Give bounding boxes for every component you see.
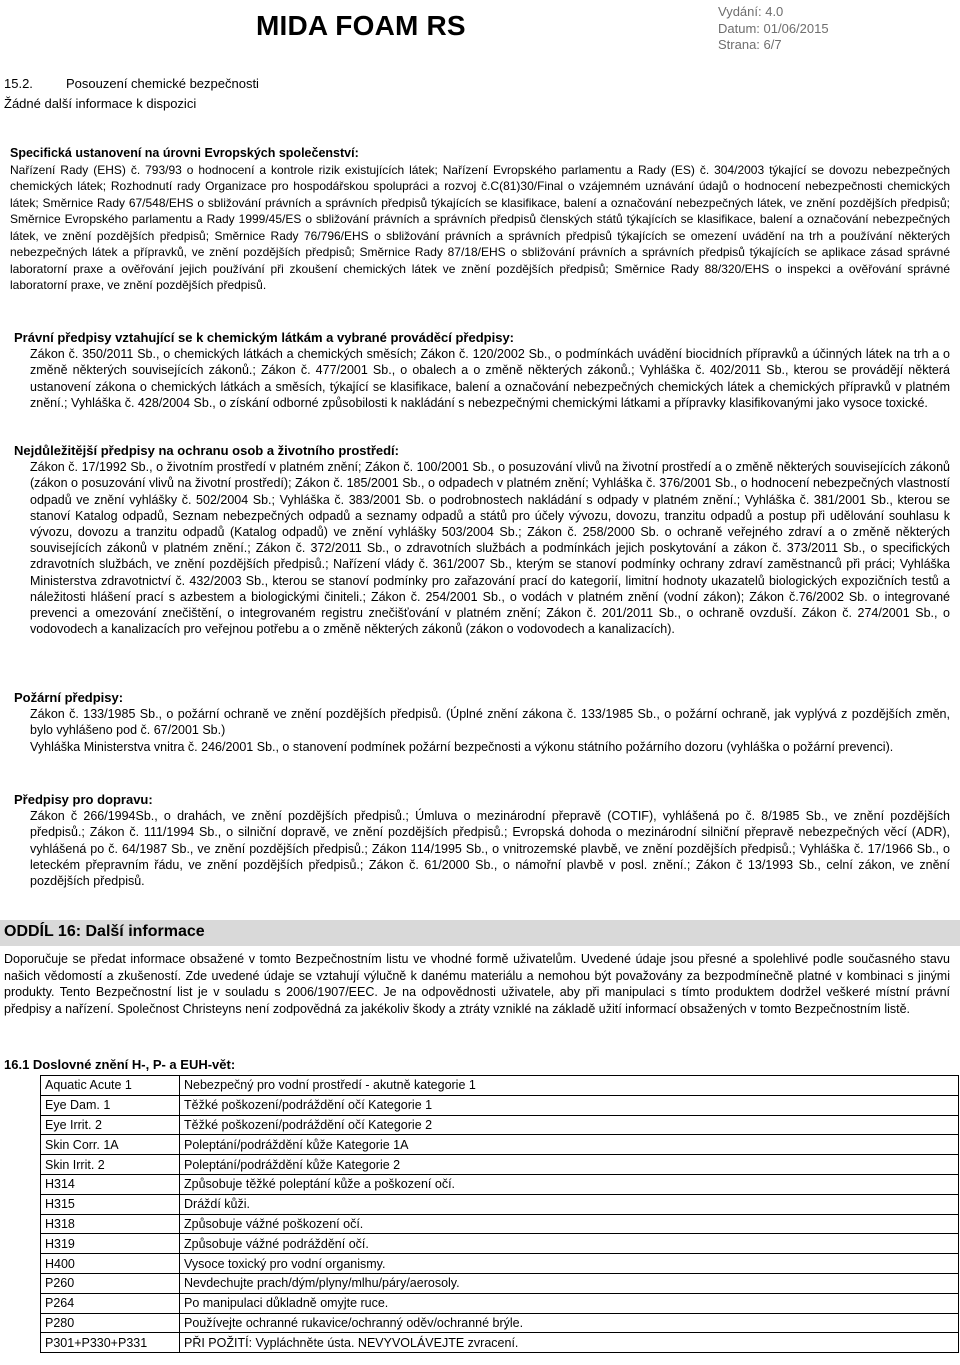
document-meta: [718, 4, 829, 54]
hazard-code: Skin Corr. 1A: [41, 1135, 180, 1155]
hazard-code: H318: [41, 1214, 180, 1234]
fire-legislation-text-2: Vyhláška Ministerstva vnitra č. 246/2001 Sb., o stanovení podmínek požární bezpečnosti a výkonu státního požárního dozoru (vyhláška o požární prevenci).: [30, 739, 894, 754]
hazard-phrase: Dráždí kůži.: [180, 1194, 959, 1214]
fire-legislation-text-1: Zákon č. 133/1985 Sb., o požární ochraně ve znění pozdějších předpisů. (Úplné znění zákona č. 133/1985 Sb., o požární ochraně, jak vyplývá z pozdějších změn, bylo vyhlášeno pod č. 67/2001 Sb.): [30, 707, 950, 738]
eu-regulations: [10, 145, 950, 294]
section-16-banner: [0, 920, 960, 946]
section-16-1-title: 16.1 Doslovné znění H-, P- a EUH-vět:: [4, 1057, 236, 1072]
chemical-legislation-text: Zákon č. 350/2011 Sb., o chemických látkách a chemických směsích; Zákon č. 120/2002 Sb., o podmínkách uvádění biocidních přípravků a účinných látek na trh a o změně některých souvisejících zákonů.; Zákon č. 477/2001 Sb., o obalech a o změně některých zákonů.; Vyhláška č. 402/2011 Sb., kterou se provádějí některá ustanovení zákona o chemických látkách a směsích, týkající se klasifikace, balení a označování nebezpečných chemických látek a chemických přípravků v platném znění.; Vyhláška č. 428/2004 Sb., o získání odborné způsobilosti k nakládání s nebezpečnými chemickými látkami a přípravky klasifikovanými jako vysoce toxické.: [30, 347, 950, 410]
hazard-code: Eye Dam. 1: [41, 1095, 180, 1115]
hazard-phrase: Způsobuje vážné poškození očí.: [180, 1214, 959, 1234]
hazard-phrase: PŘI POŽITÍ: Vypláchněte ústa. NEVYVOLÁVEJTE zvracení.: [180, 1333, 959, 1353]
section-15-2-heading: [4, 74, 259, 94]
section-15-2: [4, 74, 259, 114]
environment-legislation-heading: Nejdůležitější předpisy na ochranu osob a životního prostředí:: [14, 443, 399, 458]
chemical-legislation-heading: Právní předpisy vztahující se k chemickým látkám a vybrané prováděcí předpisy:: [14, 330, 514, 345]
transport-legislation-heading: Předpisy pro dopravu:: [14, 792, 153, 807]
section-16-text: Doporučuje se předat informace obsažené v tomto Bezpečnostním listu ve vhodné formě uživatelům. Uvedené údaje jsou přesné a spolehlivé podle současného stavu našich vědomostí a zkušeností. Zde uvedené údaje se vztahují výlučně k danému materiálu a nemohou být považovány za bezpodmínečně platné v kombinaci s jinými produkty. Tento Bezpečnostní list je v souladu s 2006/1907/EEC. Je na odpovědnosti uživatele, aby při manipulaci s tímto produktem dodržel veškeré místní právní předpisy a nařízení. Společnost Christeyns není zodpovědná za jakékoliv škody a ztráty vzniklé na základě užití informací obsažených v tomto Bezpečnostním listě.: [4, 952, 950, 1016]
hazard-code: P264: [41, 1293, 180, 1313]
fire-legislation-heading: Požární předpisy:: [14, 690, 124, 705]
transport-legislation: [14, 792, 950, 889]
chemical-legislation: [14, 330, 950, 411]
issue-date: Datum: 01/06/2015: [718, 20, 829, 36]
eu-regulations-heading: Specifická ustanovení na úrovni Evropských společenství:: [10, 146, 359, 160]
section-15-2-number: 15.2.: [4, 76, 33, 91]
table-row: [41, 1333, 959, 1353]
hazard-phrase: Poleptání/podráždění kůže Kategorie 2: [180, 1155, 959, 1175]
table-row: [41, 1135, 959, 1155]
hazard-phrase: Způsobuje vážné podráždění očí.: [180, 1234, 959, 1254]
hazard-phrase: Vysoce toxický pro vodní organismy.: [180, 1254, 959, 1274]
hazard-code: H400: [41, 1254, 180, 1274]
table-row: [41, 1313, 959, 1333]
eu-regulations-text: Nařízení Rady (EHS) č. 793/93 o hodnocení a kontrole rizik existujících látek; Nařízení Evropského parlamentu a Rady (ES) č. 304/2003 týkající se dovozu nebezpečných chemických látek; Rozhodnutí rady Organizace pro hospodářskou spolupráci a rozvoj č.C(81)30/Final o vzájemném uznávání údajů o hodnocení nebezpečnosti chemických látek; Směrnice Rady 67/548/EHS o sbližování právních a správních předpisů týkajících se klasifikace, balení a označování nebezpečných látek, ve znění pozdějších předpisů; Směrnice Evropského parlamentu a Rady 1999/45/ES o sbližování právních a správních předpisů členských států týkajících se klasifikace, balení a označování nebezpečných látek, ve znění pozdějších předpisů; Směrnice Rady 76/796/EHS o sbližování právních a správních předpisů týkajících se omezení uvádění na trh a používání některých nebezpečných látek a přípravků, ve znění pozdějších předpisů; Směrnice Rady 87/18/EHS o sbližování právních a správních předpisů týkajících se aplikace zásad správné laboratorní praxe a ověřování jejich používání při zkoušení chemických látek ve znění pozdějších předpisů; Směrnice Rady 88/320/EHS o inspekci a ověřování správné laboratorní praxe, ve znění pozdějších předpisů.: [10, 162, 950, 292]
hazard-code: P260: [41, 1273, 180, 1293]
environment-legislation: [14, 443, 950, 637]
issue-number: Vydání: 4.0: [718, 4, 784, 19]
table-row: [41, 1254, 959, 1274]
hazard-phrases-body: [41, 1076, 959, 1353]
hazard-phrase: Způsobuje těžké poleptání kůže a poškození očí.: [180, 1174, 959, 1194]
hazard-phrase: Používejte ochranné rukavice/ochranný oděv/ochranné brýle.: [180, 1313, 959, 1333]
hazard-phrase: Nevdechujte prach/dým/plyny/mlhu/páry/aerosoly.: [180, 1273, 959, 1293]
hazard-code: H319: [41, 1234, 180, 1254]
table-row: [41, 1095, 959, 1115]
hazard-phrase: Poleptání/podráždění kůže Kategorie 1A: [180, 1135, 959, 1155]
table-row: [41, 1194, 959, 1214]
hazard-phrases-table: [40, 1075, 959, 1353]
page-header: [0, 0, 960, 60]
product-name: MIDA FOAM RS: [256, 10, 466, 41]
section-15-2-title: Posouzení chemické bezpečnosti: [66, 76, 259, 91]
hazard-code: H315: [41, 1194, 180, 1214]
hazard-phrase: Těžké poškození/podráždění očí Kategorie 2: [180, 1115, 959, 1135]
section-15-2-note: Žádné další informace k dispozici: [4, 96, 197, 111]
transport-legislation-text: Zákon č 266/1994Sb., o drahách, ve znění pozdějších předpisů.; Úmluva o mezinárodní přepravě (COTIF), vyhlášená po č. 8/1985 Sb., ve znění pozdějších předpisů.; Zákon č. 111/1994 Sb., o silniční dopravě, ve znění pozdějších předpisů.; Evropská dohoda o mezinárodní silniční přepravě nebezpečných věcí (ADR), vyhlášená po č. 64/1987 Sb., ve znění pozdějších předpisů.; Zákon 114/1995 Sb., o vnitrozemské plavbě, ve znění pozdějších předpisů.; Vyhláška č. 17/1966 Sb., o leteckém přepravním řádu, ve znění pozdějších předpisů.; Zákon č. 61/2000 Sb., o námořní plavbě v posl. znění.; Zákon č 13/1993 Sb., celní zákon, ve znění pozdějších předpisů.: [30, 809, 950, 889]
hazard-code: Eye Irrit. 2: [41, 1115, 180, 1135]
section-16-title: ODDÍL 16: Další informace: [4, 923, 205, 940]
table-row: [41, 1155, 959, 1175]
table-row: [41, 1115, 959, 1135]
environment-legislation-text: Zákon č. 17/1992 Sb., o životním prostředí v platném znění; Zákon č. 100/2001 Sb., o posuzování vlivů na životní prostředí a o změně některých souvisejících zákonů (zákon o posuzování vlivů na životní prostředí); Zákon č. 185/2001 Sb., o odpadech v platném znění; Vyhláška č. 376/2001 Sb., o hodnocení nebezpečných vlastností odpadů ve znění vyhlášky č. 502/2004 Sb.; Vyhláška č. 383/2001 Sb. o podrobnostech nakládání s odpady v platném znění.; Vyhláška č. 381/2001 Sb., kterou se stanoví Katalog odpadů, Seznam nebezpečných odpadů a seznamy odpadů a států pro účely vývozu, dovozu, tranzitu odpadů a postup při udělování souhlasu k vývozu, dovozu a tranzitu odpadů (Katalog odpadů) ve znění vyhlášky 503/2004 Sb.; Zákon č. 258/2000 Sb. o ochraně veřejného zdraví a o změně některých souvisejících zákonů v platném znění.; Zákon č. 372/2011 Sb., o zdravotních službách a podmínkách jejich poskytování a zákon č. 373/2011 Sb., o specifických zdravotních službách, ve znění pozdějších předpisů.; Nařízení vlády č. 361/2007 Sb., kterým se stanoví podmínky ochrany zdraví zaměstnanců při práci; Vyhláška Ministerstva zdravotnictví č. 432/2003 Sb., kterou se stanoví podmínky pro zařazování prací do kategorií, limitní hodnoty ukazatelů biologických expozičních testů a náležitosti hlášení prací s azbestem a biologickými činiteli.; Zákon č. 254/2001 Sb., o vodách v platném znění (vodní zákon); Zákon č.76/2002 Sb. o integrované prevenci a omezování znečištění, o integrovaném registru znečišťování v platném znění; Zákon č. 201/2011 Sb., o ochraně ovzduší. Zákon č. 274/2001 Sb., o vodovodech a kanalizacích pro veřejnou potřebu a o změně některých zákonů (zákon o vodovodech a kanalizacích).: [30, 460, 950, 637]
hazard-phrase: Po manipulaci důkladně omyjte ruce.: [180, 1293, 959, 1313]
table-row: [41, 1174, 959, 1194]
table-row: [41, 1234, 959, 1254]
hazard-code: P301+P330+P331: [41, 1333, 180, 1353]
hazard-phrase: Nebezpečný pro vodní prostředí - akutně kategorie 1: [180, 1076, 959, 1096]
hazard-phrase: Těžké poškození/podráždění očí Kategorie 1: [180, 1095, 959, 1115]
page-number: Strana: 6/7: [718, 37, 782, 52]
table-row: [41, 1293, 959, 1313]
table-row: [41, 1214, 959, 1234]
hazard-code: P280: [41, 1313, 180, 1333]
table-row: [41, 1273, 959, 1293]
table-row: [41, 1076, 959, 1096]
hazard-code: Skin Irrit. 2: [41, 1155, 180, 1175]
hazard-code: Aquatic Acute 1: [41, 1076, 180, 1096]
fire-legislation: [14, 690, 950, 755]
hazard-code: H314: [41, 1174, 180, 1194]
